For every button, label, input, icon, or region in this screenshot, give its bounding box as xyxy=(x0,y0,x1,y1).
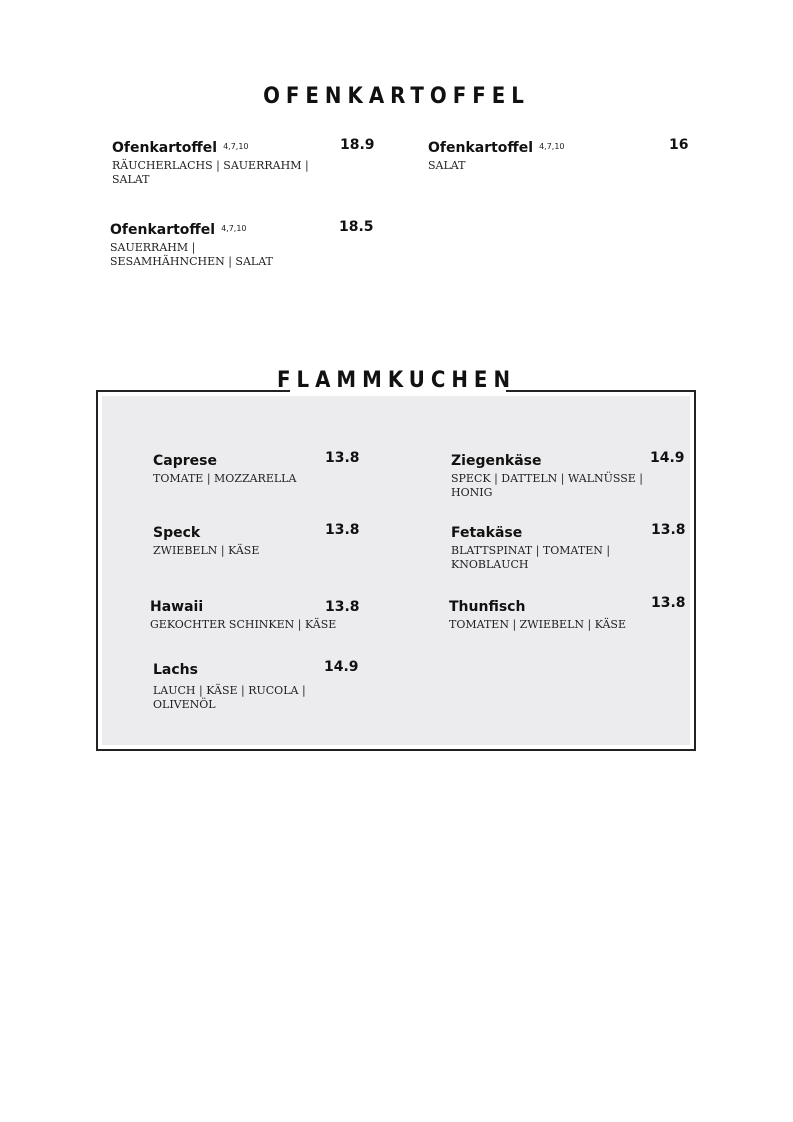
item-name: Caprese xyxy=(153,453,217,469)
item-price: 13.8 xyxy=(325,599,360,615)
item-name: Fetakäse xyxy=(451,525,523,541)
item-allergens: 4,7,10 xyxy=(223,142,249,151)
item-name: Lachs xyxy=(153,662,198,678)
item-price: 13.8 xyxy=(325,522,360,538)
menu-item xyxy=(428,137,628,173)
item-name: Hawaii xyxy=(150,599,204,615)
item-name: Ofenkartoffel xyxy=(428,140,534,156)
item-price: 13.8 xyxy=(325,450,360,466)
menu-item xyxy=(451,450,651,500)
menu-item xyxy=(153,522,353,558)
item-allergens: 4,7,10 xyxy=(221,224,247,233)
menu-item xyxy=(153,659,353,712)
item-description: BLATTSPINAT | TOMATEN | KNOBLAUCH xyxy=(451,544,611,571)
item-description: RÄUCHERLACHS | SAUERRAHM | SALAT xyxy=(112,159,309,186)
item-price: 13.8 xyxy=(651,522,686,538)
item-description: TOMATEN | ZWIEBELN | KÄSE xyxy=(449,618,626,631)
item-name: Thunfisch xyxy=(449,599,526,615)
item-name: Speck xyxy=(153,525,201,541)
menu-item xyxy=(449,596,649,632)
item-name: Ziegenkäse xyxy=(451,453,542,469)
item-price: 14.9 xyxy=(324,659,359,675)
menu-item xyxy=(153,450,353,486)
item-price: 18.5 xyxy=(339,219,374,235)
item-description: LAUCH | KÄSE | RUCOLA | OLIVENÖL xyxy=(153,684,306,711)
item-price: 16 xyxy=(669,137,689,153)
item-description: ZWIEBELN | KÄSE xyxy=(153,544,260,557)
item-description: SALAT xyxy=(428,159,466,172)
menu-item xyxy=(451,522,651,572)
section-title-flammkuchen: FLAMMKUCHEN xyxy=(276,368,517,393)
item-price: 18.9 xyxy=(340,137,375,153)
item-allergens: 4,7,10 xyxy=(539,142,565,151)
item-price: 13.8 xyxy=(651,595,686,611)
item-description: SPECK | DATTELN | WALNÜSSE | HONIG xyxy=(451,472,644,499)
menu-item xyxy=(110,219,310,269)
item-name: Ofenkartoffel xyxy=(110,222,216,238)
section-title-ofenkartoffel: OFENKARTOFFEL xyxy=(263,84,530,109)
item-description: GEKOCHTER SCHINKEN | KÄSE xyxy=(150,618,337,631)
item-description: TOMATE | MOZZARELLA xyxy=(153,472,297,485)
item-description: SAUERRAHM | SESAMHÄHNCHEN | SALAT xyxy=(110,241,273,268)
menu-item xyxy=(112,137,312,187)
menu-item xyxy=(150,596,350,632)
item-name: Ofenkartoffel xyxy=(112,140,218,156)
item-price: 14.9 xyxy=(650,450,685,466)
